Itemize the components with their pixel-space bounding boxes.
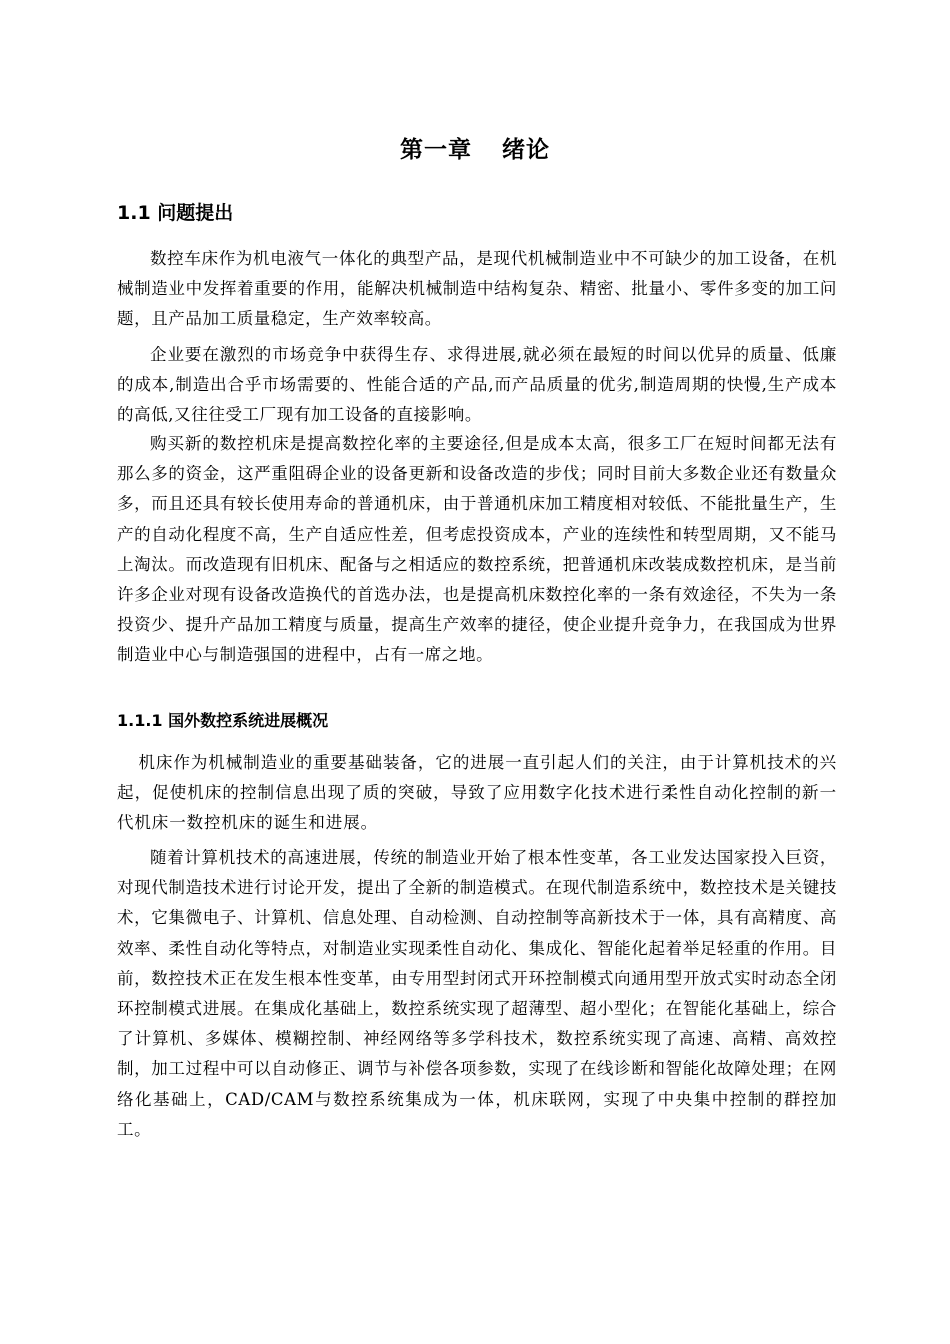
paragraph: 随着计算机技术的高速进展，传统的制造业开始了根本性变革，各工业发达国家投入巨资，对现代制造技术进行讨论开发，提出了全新的制造模式。在现代制造系统中，数控技术是关键技术，它集微电子、计算机、信息处理、自动检测、自动控制等高新技术于一体，具有高精度、高效率、柔性自动化等特点，对制造业实现柔性自动化、集成化、智能化起着举足轻重的作用。目前，数控技术正在发生根本性变革，由专用型封闭式开环控制模式向通用型开放式实时动态全闭环控制模式进展。在集成化基础上，数控系统实现了超薄型、超小型化；在智能化基础上，综合了计算机、多媒体、模糊控制、神经网络等多学科技术，数控系统实现了高速、高精、高效控制，加工过程中可以自动修正、调节与补偿各项参数，实现了在线诊断和智能化故障处理；在网络化基础上，CAD/CAM与数控系统集成为一体，机床联网，实现了中央集中控制的群控加工。	[117, 848, 837, 1139]
paragraph: 购买新的数控机床是提高数控化率的主要途径,但是成本太高，很多工厂在短时间都无法有那么多的资金，这严重阻碍企业的设备更新和设备改造的步伐；同时目前大多数企业还有数量众多，而且还具有较长使用寿命的普通机床，由于普通机床加工精度相对较低、不能批量生产，生产的自动化程度不高，生产自适应性差，但考虑投资成本，产业的连续性和转型周期，又不能马上淘汰。而改造现有旧机床、配备与之相适应的数控系统，把普通机床改装成数控机床，是当前许多企业对现有设备改造换代的首选办法，也是提高机床数控化率的一条有效途径，不失为一条投资少、提升产品加工精度与质量，提高生产效率的捷径，使企业提升竞争力，在我国成为世界制造业中心与制造强国的进程中，占有一席之地。	[117, 434, 837, 665]
subsection-heading-1-1-1: 1.1.1 国外数控系统进展概况	[117, 711, 329, 730]
section-heading-1-1: 1.1 问题提出	[117, 202, 234, 224]
paragraph: 企业要在激烈的市场竞争中获得生存、求得进展,就必须在最短的时间以优异的质量、低廉的成本,制造出合乎市场需要的、性能合适的产品,而产品质量的优劣,制造周期的快慢,生产成本的高低,又往往受工厂现有加工设备的直接影响。	[117, 345, 837, 425]
chapter-number: 第一章	[400, 137, 472, 163]
chapter-name: 绪论	[502, 137, 550, 163]
chapter-title	[0, 133, 950, 167]
paragraph: 机床作为机械制造业的重要基础装备，它的进展一直引起人们的关注，由于计算机技术的兴起，促使机床的控制信息出现了质的突破，导致了应用数字化技术进行柔性自动化控制的新一代机床一数控机床的诞生和进展。	[117, 753, 837, 833]
paragraph: 数控车床作为机电液气一体化的典型产品，是现代机械制造业中不可缺少的加工设备，在机械制造业中发挥着重要的作用，能解决机械制造中结构复杂、精密、批量小、零件多变的加工问题，且产品加工质量稳定，生产效率较高。	[117, 249, 837, 329]
